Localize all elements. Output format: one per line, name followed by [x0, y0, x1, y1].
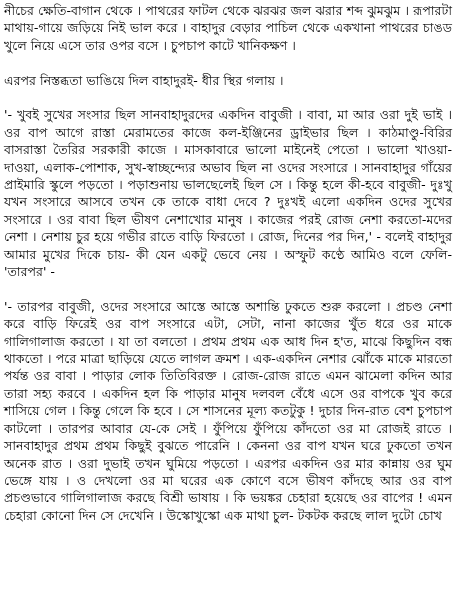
paragraph-spacer — [4, 89, 452, 106]
paragraph-2: এরপর নিস্তব্ধতা ভাঙিয়ে দিল বাহাদুরই- ধীর স্থির গলায় । — [4, 72, 284, 88]
paragraph-spacer — [4, 54, 452, 71]
paragraph-spacer — [4, 280, 452, 297]
paragraph-1: নীচের ক্ষেতি-বাগান থেকে । পাথরের ফাটল থেকে ঝরঝর জল ঝরার শব্দ ঝুমঝুম । রূপারটা মাথায়-গায়ে জড়িয়ে নিই ভাল করে । বাহাদুর বেড়ার পাচিল থেকে একখানা পাথরের চাঙড খুলে নিয়ে এসে তার ওপর বসে । চুপচাপ কাটে খানিকক্ষণ । — [4, 3, 452, 53]
paragraph-4: '- তারপর বাবুজী, ওদের সংসারে আস্তে আস্তে অশান্তি ঢুকতে শুরু করলো । প্রচণ্ড নেশা করে বাড়ি ফিরেই ওর বাপ সংসারে এটা, সেটা, নানা কাজের খুঁত ধরে ওর মাকে গালিগালাজ করতো । যা তা বলতো । প্রথম প্রথম এক আধ দিন হ'ত, মাঝে কিছুদিন বন্ধ থাকতো । পরে মাত্রা ছাড়িয়ে যেতে লাগল ক্রমশ । এক-একদিন নেশার ঝোঁকে মাকে মারতো পর্যন্ত ওর বাবা । পাড়ার লোক তিতিবিরক্ত । রোজ-রোজ রাতে এমন ঝামেলা কদিন আর তারা সহ্য করবে । একদিন হল কি পাড়ার মানুষ দলবল বেঁধে এসে ওর বাপকে খুব করে শাসিয়ে গেল । কিন্তু গেলে কি হবে । সে শাসনের মূল্য কতটুকু ! দুচার দিন-রাত বেশ চুপচাপ কাটলো । তারপর আবার যে-কে সেই । ফুঁপিয়ে ফুঁপিয়ে কাঁদতো ওর মা রোজই রাতে । সানবাহাদুর প্রথম প্রথম কিছুই বুঝতে পারেনি । কেননা ওর বাপ যখন ঘরে ঢুকতো তখন অনেক রাত । ওরা দুভাই তখন ঘুমিয়ে পড়তো । এরপর একদিন ওর মার কান্নায় ওর ঘুম ভেঙ্গে যায় । ও দেখলো ওর মা ঘরের এক কোণে বসে ভীষণ কাঁদছে আর ওর বাপ প্রচণ্ডভাবে গালিগালাজ করছে বিশ্রী ভাষায় । কি ভয়ঙ্কর চেহারা হয়েছে ওর বাপের ! এমন চেহারা কোনো দিন সে দেখেনি । উস্কোখুস্কো এক মাথা চুল- টকটক করছে লাল দুটো চোখ — [4, 298, 452, 523]
paragraph-3: '- খুবই সুখের সংসার ছিল সানবাহাদুরদের একদিন বাবুজী । বাবা, মা আর ওরা দুই ভাই । ওর বাপ আগে রাস্তা মেরামতের কাজে কল-ইঞ্জিনের ড্রাইভার ছিল । কাঠমাণ্ডু-বিরির বাসরাস্তা তৈরির সরকারী কাজে । মাসকাবারে ভালো মাইনেই পেতো । ভালো খাওয়া-দাওয়া, এলাক-পোশাক, সুখ-স্বাচ্ছন্দ্যের অভাব ছিল না ওদের সংসারে । সানবাহাদুর গাঁয়ের প্রাইমারি স্কুলে পড়তো । পড়াশুনায় ভালছেলেই ছিল সে । কিন্তু হলে কী-হবে বাবুজী- দুঃখু যখন সংসারে আসবে তখন কে তাকে বাধা দেবে ? দুঃখই এলো একদিন ওদের সুখের সংসারে । ওর বাবা ছিল ভীষণ নেশাখোর মানুষ । কাজের পরই রোজ নেশা করতো-মদের নেশা । নেশায় চুর হয়ে গভীর রাতে বাড়ি ফিরতো । রোজ, দিনের পর দিন,' - বলেই বাহাদুর আমার মুখের দিকে চায়- কী যেন একটু ভেবে নেয় । অস্ফুট কণ্ঠে আমিও বলে ফেলি-'তারপর' - — [4, 107, 452, 280]
